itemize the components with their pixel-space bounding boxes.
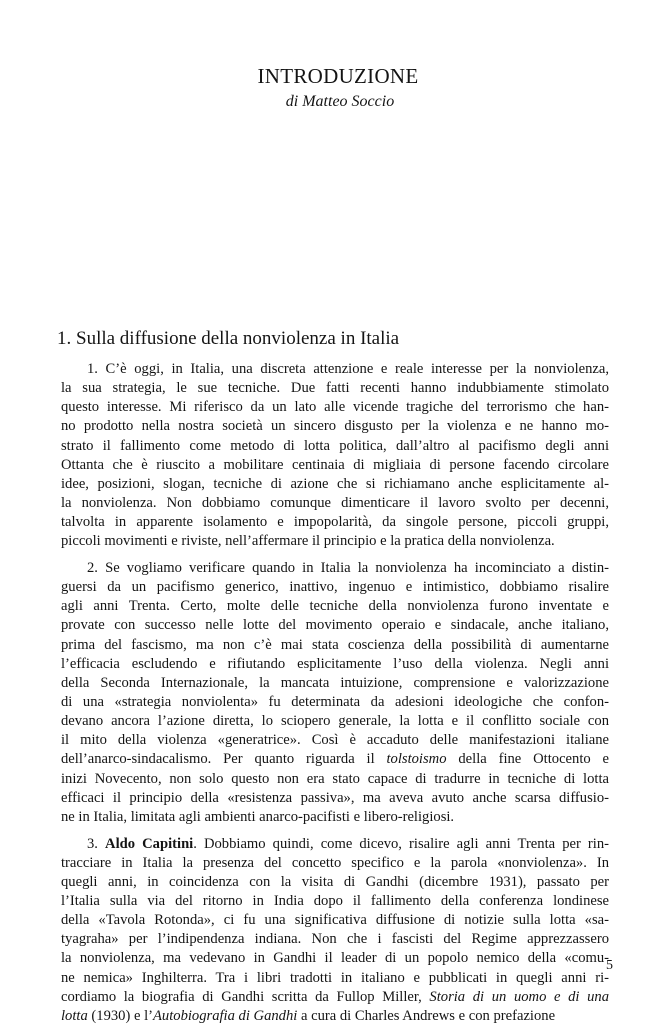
italic-text: tolstoismo [386,751,447,768]
text-line [61,1007,609,1026]
text-segment: piccoli movimenti e riviste, nell’affermare il principio e la pratica della nonviolenza. [61,533,555,550]
body-text [61,360,609,1034]
text-line [61,892,609,911]
italic-text: Storia di un uomo e di una [429,988,609,1005]
text-line [61,969,609,988]
text-segment: di una «strategia nonviolenta» fu determinata da adesioni ideologiche che confon- [61,693,609,710]
text-segment: l’efficacia escludendo e rifiutando esplicitamente l’uso della violenza. Negli anni [61,655,609,672]
text-line [61,731,609,750]
text-segment: la nonviolenza, ma vedevano in Gandhi il leader di un popolo nemico della «comu- [61,950,609,967]
italic-text: lotta [61,1007,88,1024]
text-line [61,674,609,693]
text-line [61,808,609,827]
text-line [61,360,609,379]
text-segment: tyagraha» per l’indipendenza indiana. Non che i fascisti del Regime apprezzassero [61,931,609,948]
paragraph [61,360,609,551]
text-segment: inizi Novecento, non solo questo non era stato capace di tradurre in tecniche di lotta [61,770,609,787]
text-segment: il mito della violenza «generatrice». Così è accaduto delle manifestazioni italiane [61,732,609,749]
text-line [61,578,609,597]
text-line [61,417,609,436]
text-segment: idee, posizioni, slogan, tecniche di azione che si richiamano anche esplicitamente al- [61,475,609,492]
text-line [61,949,609,968]
text-segment: ne nemica» Inghilterra. Tra i libri tradotti in italiano e pubblicati in quegli anni ri- [61,969,609,986]
text-line [61,437,609,456]
text-segment: talvolta in apparente isolamento e impopolarità, da singole persone, piccoli gruppi, [61,514,609,531]
text-line [61,559,609,578]
text-segment: quegli anni, in coincidenza con la visita di Gandhi (dicembre 1931), passato per [61,873,609,890]
text-line [61,494,609,513]
text-line [61,513,609,532]
text-line [61,854,609,873]
text-line [61,616,609,635]
text-segment: Ottanta che è riuscito a mobilitare centinaia di migliaia di persone facendo circolare [61,456,609,473]
paragraph [61,835,609,1026]
text-line [61,930,609,949]
text-line [61,712,609,731]
text-segment: 1. C’è oggi, in Italia, una discreta attenzione e reale interesse per la nonviolenza, [87,361,609,377]
text-segment: . Dobbiamo quindi, come dicevo, risalire agli anni Trenta per rin- [193,835,609,852]
text-segment: la sua strategia, le sue tecniche. Due fatti recenti hanno indubbiamente stimolato [61,380,609,397]
text-line [61,597,609,616]
text-line [61,911,609,930]
text-line [61,398,609,417]
text-line [61,835,609,854]
text-segment: della «Tavola Rotonda», ci fu una significativa diffusione di notizie sulla lotta «sa- [61,912,609,929]
text-segment: devano ancora l’azione diretta, lo sciopero generale, la lotta e il conflitto sociale con [61,713,609,730]
author-byline: di Matteo Soccio [285,93,395,110]
text-segment: efficaci il principio della «resistenza passiva», ma aveva avuto anche scarsa diffusio- [61,789,609,806]
page-title: INTRODUZIONE [257,64,419,88]
text-segment: agli anni Trenta. Certo, molte delle tecniche della nonviolenza furono inventate e [61,598,609,615]
page-number: 5 [606,958,613,973]
text-segment: ne in Italia, limitata agli ambienti anarco-pacifisti e libero-religiosi. [61,808,455,825]
text-segment: dell’anarco-sindacalismo. Per quanto riguarda il [61,751,387,768]
text-line [61,655,609,674]
text-segment: provate con successo nelle lotte del movimento operaio e sindacale, anche italiano, [61,617,609,634]
text-line [61,456,609,475]
section-heading: 1. Sulla diffusione della nonviolenza in Italia [57,328,400,349]
text-segment: cordiamo la biografia di Gandhi scritta da Fullop Miller, [61,988,430,1005]
text-line [61,770,609,789]
italic-text: Autobiografia di Gandhi [153,1007,298,1024]
bold-text: Aldo Capitini [105,835,194,852]
text-line [61,379,609,398]
text-line [61,750,609,769]
text-line [61,873,609,892]
paragraph [61,559,609,827]
text-segment: questo interesse. Mi riferisco da un lato alle vicende tragiche del terrorismo che han- [61,399,609,416]
text-segment: 2. Se vogliamo verificare quando in Italia la nonviolenza ha incominciato a distin- [87,560,609,576]
text-line [61,532,609,551]
text-segment: no prodotto nella nostra società un sincero disgusto per la violenza e ne hanno mo- [61,418,609,435]
text-segment: l’Italia sulla via del ritorno in India dopo il fallimento della conferenza londinese [61,892,609,909]
text-segment: 3. [87,835,106,852]
text-segment: a cura di Charles Andrews e con prefazione [297,1007,556,1024]
text-line [61,693,609,712]
text-line [61,636,609,655]
text-line [61,475,609,494]
text-line [61,988,609,1007]
text-segment: della Seconda Internazionale, la mancata intuizione, comprensione e valorizzazione [61,674,609,691]
text-segment: della fine Ottocento e [446,751,609,768]
text-line [61,789,609,808]
text-segment: (1930) e l’ [87,1007,154,1024]
text-segment: prima del fascismo, ma non c’è mai stata coscienza della possibilità di aumentarne [61,636,609,653]
text-segment: la nonviolenza. Non dobbiamo comunque dimenticare il lavoro svolto per decenni, [61,494,609,511]
text-segment: tracciare in Italia la presenza del concetto specifico e la parola «nonviolenza». In [61,854,609,871]
text-segment: guersi da un pacifismo generico, inattivo, ingenuo e intimistico, dobbiamo risalire [61,579,609,596]
text-segment: strato il fallimento come metodo di lotta politica, dall’altro al pacifismo degli anni [61,437,609,454]
